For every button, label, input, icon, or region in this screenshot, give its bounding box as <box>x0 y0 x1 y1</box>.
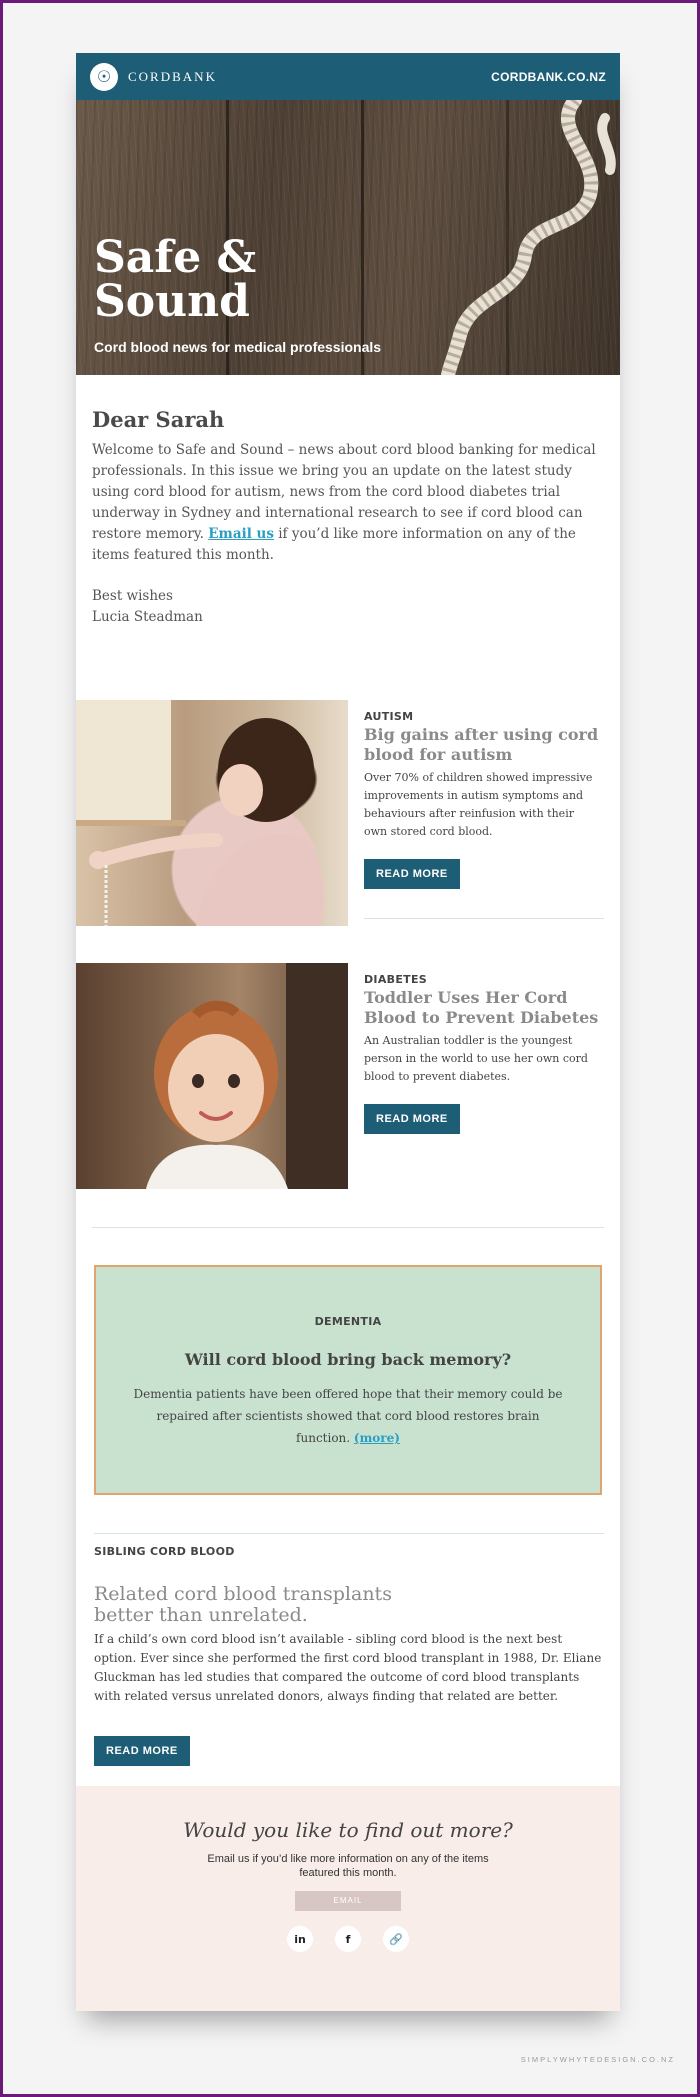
read-more-button[interactable]: READ MORE <box>364 859 460 889</box>
link-icon[interactable]: 🔗 <box>383 1926 409 1952</box>
read-more-button[interactable]: READ MORE <box>94 1736 190 1766</box>
read-more-button[interactable]: READ MORE <box>364 1104 460 1134</box>
autism-photo <box>76 700 348 926</box>
signoff: Best wishes Lucia Steadman <box>92 588 203 625</box>
dementia-category: DEMENTIA <box>314 1315 382 1328</box>
email-us-link[interactable]: Email us <box>208 526 274 542</box>
article-diabetes <box>76 963 620 1189</box>
dementia-feature-box <box>94 1265 602 1495</box>
article-headline[interactable]: Big gains after using cord blood for autism <box>364 725 599 764</box>
intro-text: Welcome to Safe and Sound – news about cord blood banking for medical professionals. In this issue we bring you an update on the latest study using cord blood for autism, news from the cord blood diabetes trial underway in Sydney and international research to see if cord blood can restore memory. Email us if you’d like more information on any of the items featured this month. <box>92 442 596 563</box>
hero-title: Safe & Sound <box>94 232 257 327</box>
design-credit[interactable]: SIMPLYWHYTEDESIGN.CO.NZ <box>520 2055 675 2064</box>
dementia-headline[interactable]: Will cord blood bring back memory? <box>184 1350 512 1369</box>
sibling-text: If a child’s own cord blood isn’t available - sibling cord blood is the next best option. Ever since she performed the first cord blood transplant in 1988, Dr. Eliane Gluckman has led studies that compared the outcome of cord blood transplants with related versus unrelated donors, always finding that related are better. <box>94 1632 602 1703</box>
divider <box>92 1227 604 1228</box>
article-blurb: Over 70% of children showed impressive improvements in autism symptoms and behaviours after reinfusion with their own stored cord blood. <box>364 771 593 838</box>
top-bar <box>76 53 620 100</box>
intro-section <box>76 375 620 628</box>
email-button[interactable]: EMAIL <box>295 1891 401 1911</box>
sibling-section <box>94 1545 604 1766</box>
article-category: AUTISM <box>364 710 414 723</box>
sibling-category: SIBLING CORD BLOOD <box>94 1545 235 1558</box>
article-autism <box>76 700 620 926</box>
greeting: Dear Sarah <box>92 407 225 432</box>
divider <box>94 1533 604 1534</box>
rope-image <box>400 100 620 375</box>
cordbank-logo-icon: ☉ <box>90 63 118 91</box>
brand[interactable] <box>90 63 217 91</box>
article-headline[interactable]: Toddler Uses Her Cord Blood to Prevent Diabetes <box>364 988 599 1027</box>
hero-subtitle: Cord blood news for medical professionals <box>94 339 382 355</box>
linkedin-icon[interactable]: in <box>287 1926 313 1952</box>
newsletter-card <box>76 53 620 2011</box>
divider <box>364 918 604 919</box>
find-out-more-panel <box>76 1786 620 2011</box>
diabetes-photo <box>76 963 348 1189</box>
brand-name: CORDBANK <box>128 68 217 84</box>
cta-question: Would you like to find out more? <box>183 1818 513 1842</box>
site-link[interactable]: CORDBANK.CO.NZ <box>491 69 606 84</box>
cta-text: Email us if you’d like more information on any of the items featured this month. <box>207 1853 489 1879</box>
dementia-more-link[interactable]: (more) <box>353 1431 400 1445</box>
social-links <box>76 1926 620 1952</box>
sibling-headline[interactable]: Related cord blood transplants better than unrelated. <box>94 1583 392 1626</box>
hero-banner <box>76 100 620 375</box>
article-category: DIABETES <box>364 973 427 986</box>
facebook-icon[interactable]: f <box>335 1926 361 1952</box>
dementia-text: Dementia patients have been offered hope that their memory could be repaired after scientists showed that cord blood restores brain function. (more) <box>133 1387 563 1445</box>
article-blurb: An Australian toddler is the youngest person in the world to use her own cord blood to prevent diabetes. <box>364 1034 588 1083</box>
